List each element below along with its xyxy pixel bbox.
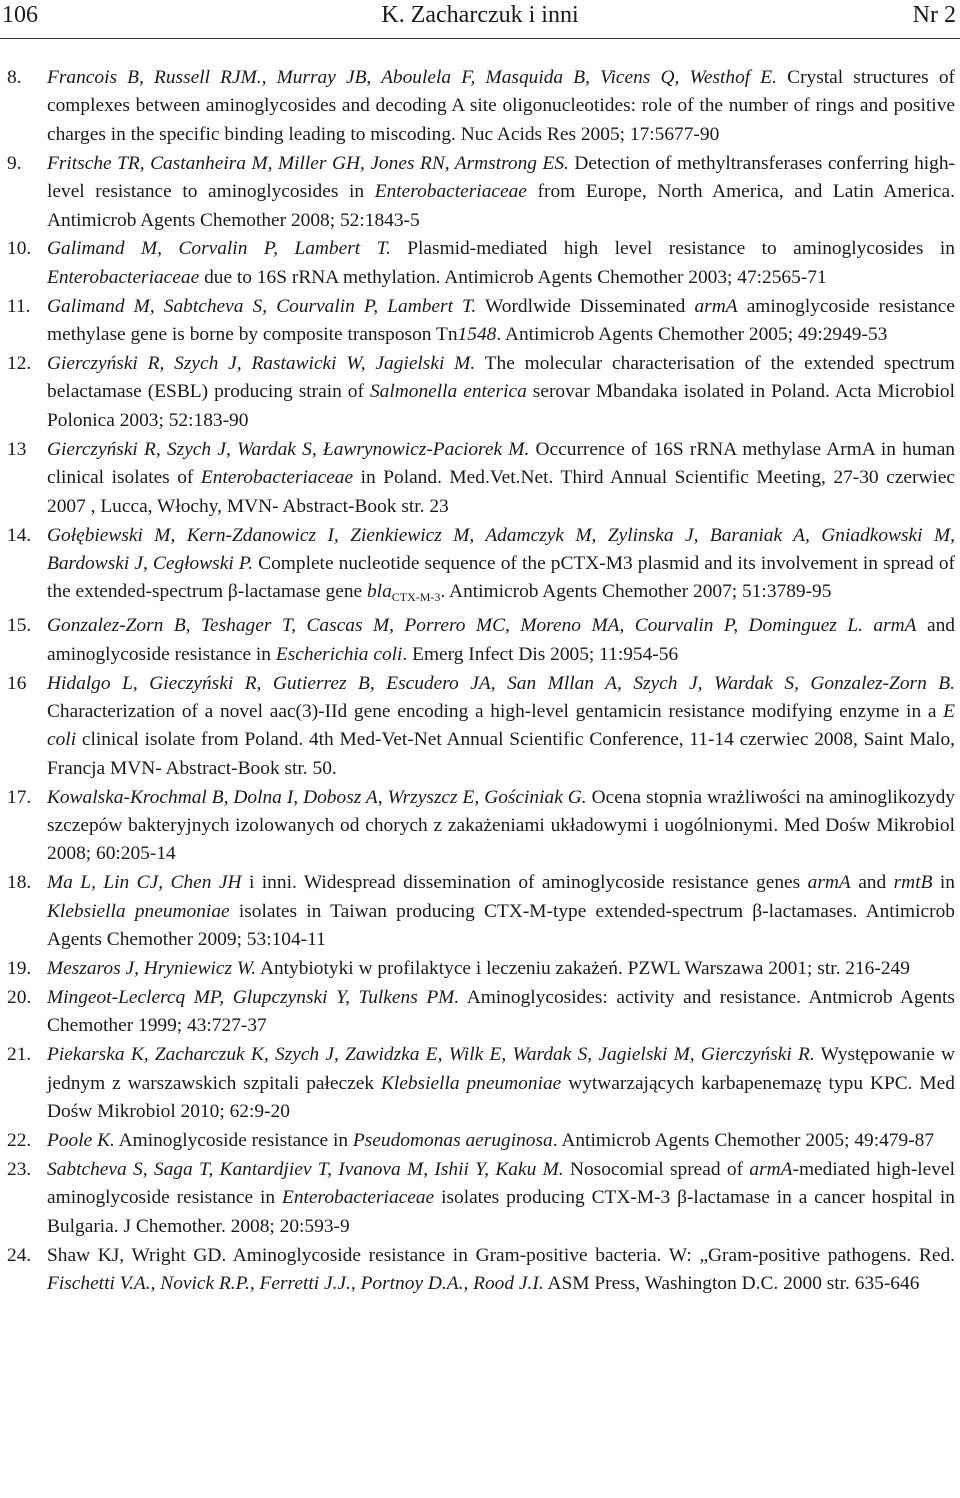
reference-text: . Antimicrob Agents Chemother 2007; 51:3789-95 (440, 581, 832, 603)
reference-number: 12. (7, 353, 32, 375)
reference-text: due to 16S rRNA methylation. Antimicrob Agents Chemother 2003; 47:2565-71 (204, 266, 827, 288)
gene-name: bla (366, 581, 392, 603)
reference-text: isolates producing CTX-M-3 β-lactamase in a cancer hospital in Bulgaria. J Chemother. 2008; 20:593-9 (47, 1187, 956, 1237)
reference-text: Wordlwide Disseminated (485, 295, 686, 317)
taxon-name: Klebsiella pneumoniae (380, 1072, 562, 1094)
gene-subscript: CTX-M-3 (391, 590, 441, 605)
reference-number: 18. (7, 872, 32, 894)
reference-authors: Hidalgo L, Gieczyński R, Gutierrez B, Escudero JA, San Mllan A, Szych J, Wardak S, Gonzalez-Zorn B. (47, 672, 955, 694)
reference-text: . Emerg Infect Dis 2005; 11:954-56 (402, 643, 679, 665)
reference-number: 17. (7, 786, 32, 808)
reference-text: isolates in Taiwan producing CTX-M-type extended-spectrum β-lactamases. Antimicrob Agents Chemother 2009; 53:104-11 (47, 900, 955, 951)
reference-text: Aminoglycoside resistance in (118, 1130, 349, 1152)
reference-text: aminoglycoside resistance methylase gene is borne by composite transposon Tn (47, 295, 956, 346)
reference-number: 14. (7, 524, 32, 546)
reference-authors: Meszaros J, Hryniewicz W. (47, 958, 257, 980)
reference-16 (0, 670, 960, 784)
reference-authors: Galimand M, Corvalin P, Lambert T. (47, 238, 391, 260)
reference-number: 10. (7, 238, 32, 260)
reference-authors: Mingeot-Leclercq MP, Glupczynski Y, Tulkens PM. (47, 987, 460, 1008)
reference-text: -mediated high-level aminoglycoside resistance in (47, 1158, 955, 1209)
taxon-name: Enterobacteriaceae (47, 266, 200, 288)
reference-18 (0, 869, 960, 954)
reference-number: 19. (7, 958, 32, 980)
running-title: K. Zacharczuk i inni (381, 2, 579, 28)
reference-text: ASM Press, Washington D.C. 2000 str. 635-646 (547, 1273, 920, 1295)
taxon-name: Enterobacteriaceae (281, 1187, 435, 1209)
page-number: 106 (2, 2, 38, 28)
reference-24 (0, 1242, 960, 1299)
gene-name: armA (694, 295, 738, 317)
reference-text: from Europe, North America, and Latin America. Antimicrob Agents Chemother 2008; 52:1843-5 (47, 181, 955, 231)
reference-number: 24. (7, 1244, 32, 1266)
gene-name: armA (807, 872, 851, 894)
gene-name: armA (749, 1158, 793, 1180)
reference-authors: Francois B, Russell RJM., Murray JB, Aboulela F, Masquida B, Vicens Q, Westhof E. (47, 67, 777, 88)
reference-9 (0, 150, 960, 235)
taxon-name: Salmonella enterica (369, 381, 527, 403)
reference-number: 16 (7, 672, 27, 694)
reference-19 (0, 955, 960, 983)
reference-text: Detection of methyltransferases conferring high-level resistance to aminoglycosides in (47, 152, 956, 203)
reference-authors: Sabtcheva S, Saga T, Kantardjiev T, Ivanova M, Ishii Y, Kaku M. (47, 1158, 564, 1180)
reference-authors: Gierczyński R, Szych J, Rastawicki W, Jagielski M. (47, 353, 476, 375)
reference-text: in (939, 872, 955, 894)
reference-text: Ocena stopnia wrażliwości na aminoglikozydy szczepów bakteryjnych izolowanych od chorych z zakażeniami układowymi i uogólnionymi. Med Dośw Mikrobiol 2008; 60:205-14 (47, 786, 955, 865)
reference-21 (0, 1041, 960, 1126)
reference-number: 8. (7, 67, 22, 88)
reference-11 (0, 293, 960, 350)
reference-10 (0, 235, 960, 292)
reference-authors: Fritsche TR, Castanheira M, Miller GH, Jones RN, Armstrong ES. (47, 152, 569, 174)
reference-text: Aminoglycosides: activity and resistance. Antmicrob Agents Chemother 1999; 43:727-37 (47, 987, 955, 1037)
reference-number: 21. (7, 1044, 32, 1066)
reference-text: Complete nucleotide sequence of the pCTX-M3 plasmid and its involvement in spread of the extended-spectrum β-lactamase gene (47, 552, 955, 603)
issue-number: Nr 2 (912, 2, 956, 28)
reference-text: and aminoglycoside resistance in (47, 615, 955, 665)
reference-8 (0, 64, 960, 149)
reference-authors: Galimand M, Sabtcheva S, Courvalin P, Lambert T. (47, 295, 477, 317)
reference-text: Occurrence of 16S rRNA methylase ArmA in human clinical isolates of (47, 438, 955, 489)
reference-12 (0, 350, 960, 435)
reference-number: 11. (7, 295, 31, 317)
reference-authors: Poole K. (47, 1130, 115, 1152)
taxon-name: Enterobacteriaceae (200, 467, 354, 489)
taxon-name: Escherichia coli (275, 643, 403, 665)
reference-15 (0, 612, 960, 669)
gene-name: rmtB (893, 872, 933, 894)
reference-text: in Poland. Med.Vet.Net. Third Annual Scientific Meeting, 27-30 czerwiec 2007 , Lucca, Włochy, MVN- Abstract-Book str. 23 (47, 467, 956, 517)
editors: Fischetti V.A., Novick R.P., Ferretti J.J., Portnoy D.A., Rood J.I. (47, 1273, 544, 1295)
transposon-number: 1548 (457, 324, 497, 346)
gene-name: armA (873, 615, 917, 637)
reference-authors: Kowalska-Krochmal B, Dolna I, Dobosz A, Wrzyszcz E, Gościniak G. (47, 786, 587, 808)
reference-text: wytwarzających karbapenemazę typu KPC. Med Dośw Mikrobiol 2010; 62:9-20 (47, 1072, 955, 1123)
reference-17 (0, 784, 960, 869)
reference-23 (0, 1156, 960, 1241)
reference-text: serovar Mbandaka isolated in Poland. Acta Microbiol Polonica 2003; 52:183-90 (47, 381, 955, 431)
reference-text: Shaw KJ, Wright GD. Aminoglycoside resistance in Gram-positive bacteria. W: „Gram-positive pathogens. Red. (47, 1244, 955, 1266)
reference-text: Nosocomial spread of (569, 1158, 744, 1180)
reference-text: Crystal structures of complexes between aminoglycosides and decoding A site oligonucleotides: role of the number of rings and positive charges in the specific binding leading to miscoding. Nuc Acids Res 2005; 17:5677-90 (47, 67, 955, 145)
reference-text: . Antimicrob Agents Chemother 2005; 49:479-87 (552, 1130, 935, 1152)
reference-14 (0, 522, 960, 612)
reference-20 (0, 984, 960, 1041)
taxon-name: Pseudomonas aeruginosa (352, 1130, 553, 1152)
reference-authors: Gierczyński R, Szych J, Wardak S, Ławrynowicz-Paciorek M. (47, 438, 530, 460)
reference-authors: Ma L, Lin CJ, Chen JH (47, 872, 242, 894)
reference-text: The molecular characterisation of the extended spectrum belactamase (ESBL) producing strain of (47, 353, 955, 403)
reference-number: 23. (7, 1158, 32, 1180)
reference-number: 9. (7, 152, 22, 174)
reference-text: Plasmid-mediated high level resistance to aminoglycosides in (407, 238, 955, 260)
reference-number: 20. (7, 987, 32, 1008)
reference-number: 22. (7, 1130, 32, 1152)
reference-text: Characterization of a novel aac(3)-IId gene encoding a high-level gentamicin resistance modifying enzyme in a (47, 700, 937, 722)
reference-list (0, 64, 960, 1299)
header-divider (0, 38, 960, 39)
reference-text: Antybiotyki w profilaktyce i leczeniu zakażeń. PZWL Warszawa 2001; str. 216-249 (259, 958, 910, 980)
reference-authors: Gołębiewski M, Kern-Zdanowicz I, Zienkiewicz M, Adamczyk M, Zylinska J, Baraniak A, Gniadkowski M, Bardowski J, Cegłowski P. (47, 524, 955, 574)
reference-text: . Antimicrob Agents Chemother 2005; 49:2949-53 (496, 324, 888, 346)
reference-text: and (858, 872, 887, 894)
reference-22 (0, 1127, 960, 1155)
reference-text: clinical isolate from Poland. 4th Med-Vet-Net Annual Scientific Conference, 11-14 czerwiec 2008, Saint Malo, Francja MVN- Abstract-Book str. 50. (47, 729, 955, 779)
reference-text: i inni. Widespread dissemination of aminoglycoside resistance genes (248, 872, 801, 894)
taxon-name: E coli (47, 700, 955, 751)
reference-authors: Piekarska K, Zacharczuk K, Szych J, Zawidzka E, Wilk E, Wardak S, Jagielski M, Gierczyński R. (47, 1044, 815, 1066)
taxon-name: Klebsiella pneumoniae (47, 900, 230, 922)
page-header (0, 0, 960, 40)
reference-authors: Gonzalez-Zorn B, Teshager T, Cascas M, Porrero MC, Moreno MA, Courvalin P, Dominguez L. (47, 615, 863, 637)
reference-13 (0, 436, 960, 521)
taxon-name: Enterobacteriaceae (374, 181, 527, 203)
reference-number: 13 (7, 438, 27, 460)
reference-number: 15. (7, 615, 32, 637)
reference-text: Występowanie w jednym z warszawskich szpitali pałeczek (47, 1044, 956, 1094)
